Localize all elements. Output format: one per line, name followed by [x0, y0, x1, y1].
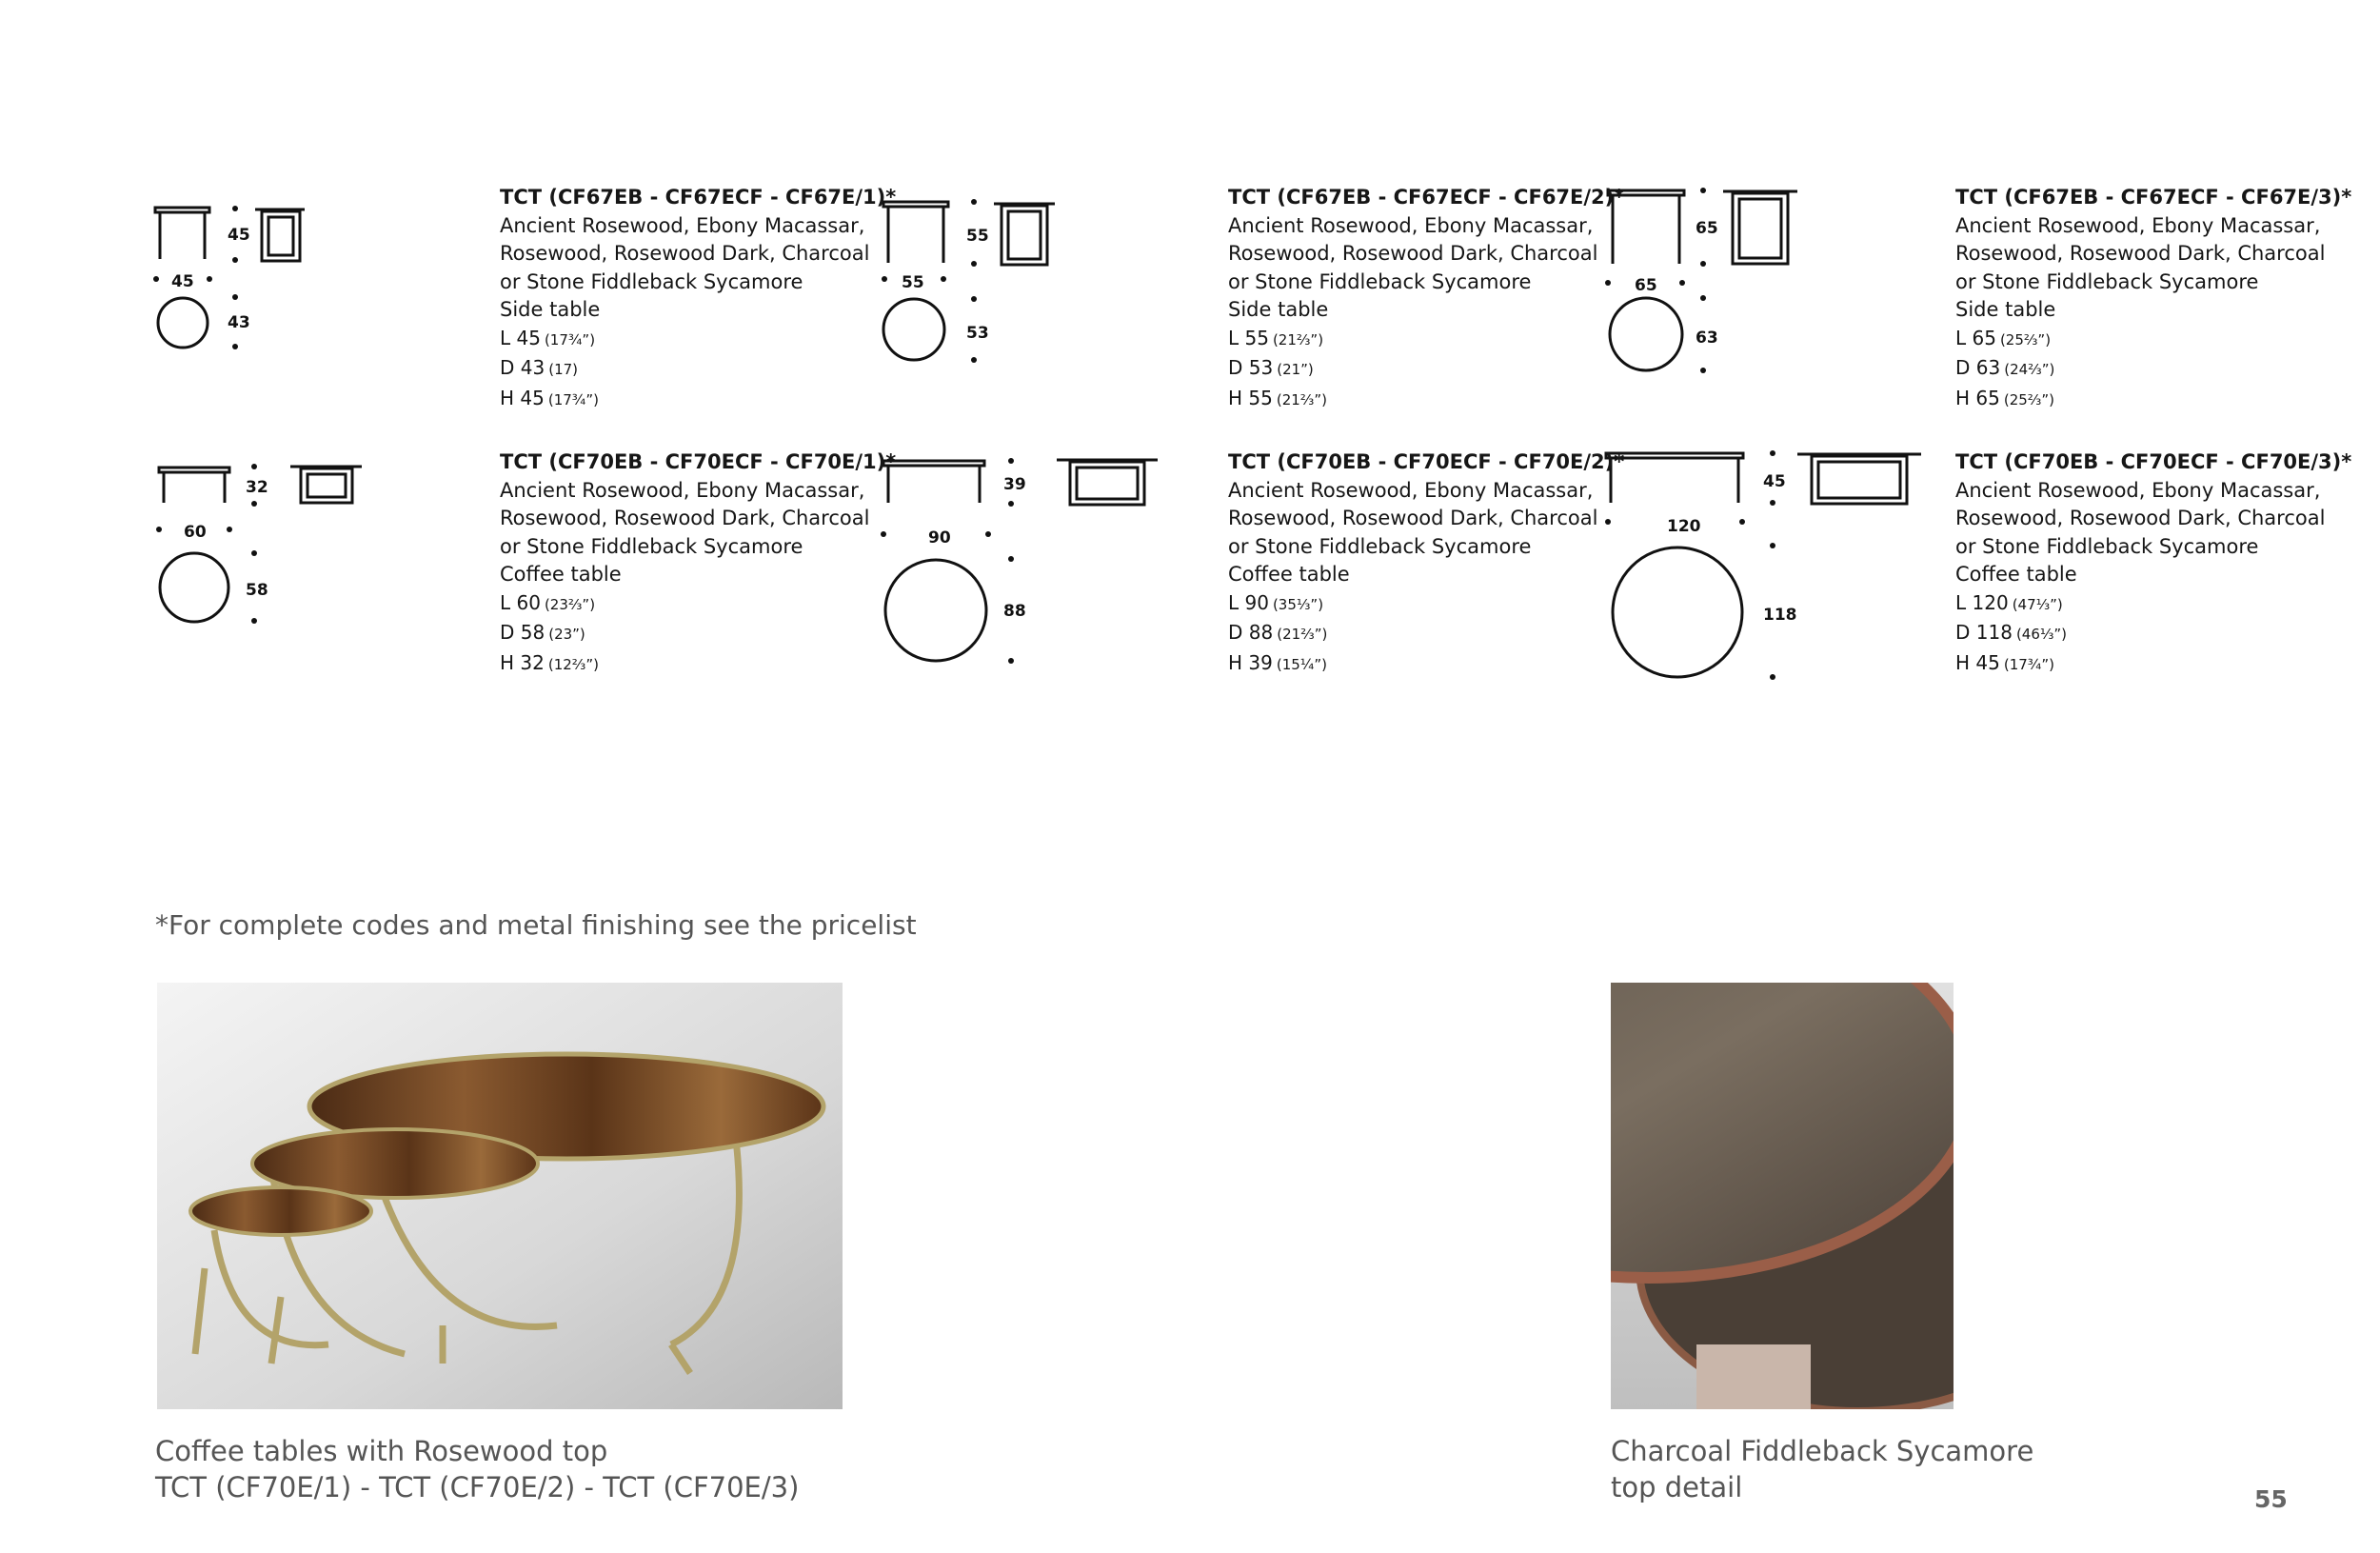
- coffee-table-2-front-view: [883, 461, 984, 503]
- dim-depth-5: 88: [1003, 602, 1026, 621]
- side-table-3-side-view: [1723, 191, 1797, 264]
- side-table-2-side-view: [994, 204, 1055, 265]
- dimension-length: L 45 (17¾”): [500, 326, 596, 349]
- side-table-1-top-view: [158, 298, 208, 348]
- coffee-table-1-side-view: [290, 467, 362, 503]
- dimension-length: L 120 (47⅓”): [1955, 590, 2063, 614]
- side-table-1-side-view: [255, 209, 305, 261]
- material-line: Ancient Rosewood, Ebony Macassar,: [500, 213, 865, 237]
- material-line: Rosewood, Rosewood Dark, Charcoal: [1228, 242, 1598, 265]
- dim-depth-4: 58: [246, 581, 268, 600]
- material-line: or Stone Fiddleback Sycamore: [500, 534, 803, 558]
- pricelist-note: *For complete codes and metal finishing see the pricelist: [155, 909, 917, 941]
- dim-width-6: 120: [1667, 517, 1701, 536]
- material-line: or Stone Fiddleback Sycamore: [1228, 534, 1532, 558]
- dimension-height: H 55 (21⅔”): [1228, 386, 1327, 409]
- dim-height-5: 39: [1003, 475, 1026, 494]
- product-code: TCT (CF67EB - CF67ECF - CF67E/1)*: [500, 186, 897, 209]
- material-line: or Stone Fiddleback Sycamore: [500, 269, 803, 293]
- dim-depth-3: 63: [1696, 329, 1718, 348]
- dimension-height: H 45 (17¾”): [500, 386, 599, 409]
- dimension-length: L 55 (21⅔”): [1228, 326, 1324, 349]
- side-table-2-top-view: [883, 299, 944, 360]
- dim-height-4: 32: [246, 478, 268, 497]
- dimension-length: L 90 (35⅓”): [1228, 590, 1324, 614]
- side-table-1-front-view: [155, 208, 209, 259]
- dimension-depth: D 58 (23”): [500, 621, 585, 644]
- side-table-3-top-view: [1610, 298, 1682, 370]
- coffee-table-3-top-view: [1613, 548, 1742, 677]
- material-line: Ancient Rosewood, Ebony Macassar,: [1955, 213, 2321, 237]
- product-type: Coffee table: [1228, 563, 1350, 586]
- material-line: Rosewood, Rosewood Dark, Charcoal: [500, 242, 870, 265]
- material-line: Rosewood, Rosewood Dark, Charcoal: [500, 507, 870, 529]
- product-code: TCT (CF70EB - CF70ECF - CF70E/3)*: [1955, 450, 2352, 473]
- dim-height-2: 55: [966, 227, 989, 246]
- page-number: 55: [2254, 1485, 2288, 1513]
- dimension-length: L 65 (25⅔”): [1955, 326, 2052, 349]
- dim-depth-2: 53: [966, 324, 989, 343]
- dimension-height: H 39 (15¼”): [1228, 650, 1327, 674]
- product-code: TCT (CF70EB - CF70ECF - CF70E/2)*: [1228, 450, 1625, 473]
- dim-height-1: 45: [228, 226, 250, 245]
- product-code: TCT (CF67EB - CF67ECF - CF67E/2)*: [1228, 186, 1625, 209]
- coffee-table-3-side-view: [1797, 454, 1921, 504]
- coffee-table-1-front-view: [159, 468, 229, 503]
- dim-depth-1: 43: [228, 313, 250, 332]
- product-code: TCT (CF70EB - CF70ECF - CF70E/1)*: [500, 450, 897, 473]
- product-type: Coffee table: [500, 563, 622, 586]
- material-line: Ancient Rosewood, Ebony Macassar,: [1228, 213, 1594, 237]
- dimension-height: H 65 (25⅔”): [1955, 386, 2054, 409]
- dimension-length: L 60 (23⅔”): [500, 590, 596, 614]
- dim-width-3: 65: [1635, 276, 1657, 295]
- charcoal-top-detail-photo: [1611, 983, 1954, 1409]
- material-line: Ancient Rosewood, Ebony Macassar,: [1955, 478, 2321, 502]
- material-line: or Stone Fiddleback Sycamore: [1955, 534, 2259, 558]
- product-type: Side table: [1955, 298, 2056, 321]
- spec-block-4: [500, 448, 897, 679]
- coffee-tables-caption: Coffee tables with Rosewood top TCT (CF70E/1) - TCT (CF70E/2) - TCT (CF70E/3): [155, 1435, 800, 1503]
- material-line: or Stone Fiddleback Sycamore: [1228, 269, 1532, 293]
- dim-height-6: 45: [1763, 472, 1786, 491]
- product-type: Coffee table: [1955, 563, 2077, 586]
- product-type: Side table: [500, 298, 601, 321]
- dimension-depth: D 88 (21⅔”): [1228, 621, 1328, 644]
- dimension-height: H 32 (12⅔”): [500, 650, 599, 674]
- material-line: Rosewood, Rosewood Dark, Charcoal: [1955, 507, 2326, 529]
- coffee-table-3-front-view: [1606, 453, 1743, 503]
- product-code: TCT (CF67EB - CF67ECF - CF67E/3)*: [1955, 186, 2352, 209]
- dim-width-1: 45: [171, 272, 194, 291]
- coffee-table-2-side-view: [1057, 460, 1158, 505]
- material-line: or Stone Fiddleback Sycamore: [1955, 269, 2259, 293]
- dim-depth-6: 118: [1763, 606, 1797, 625]
- side-table-2-front-view: [883, 202, 948, 263]
- coffee-table-2-top-view: [885, 560, 986, 661]
- dimension-depth: D 53 (21”): [1228, 356, 1314, 379]
- material-line: Rosewood, Rosewood Dark, Charcoal: [1228, 507, 1598, 529]
- dim-width-4: 60: [184, 523, 207, 542]
- spec-block-1: [500, 184, 897, 414]
- material-line: Rosewood, Rosewood Dark, Charcoal: [1955, 242, 2326, 265]
- dim-height-3: 65: [1696, 219, 1718, 238]
- material-line: Ancient Rosewood, Ebony Macassar,: [500, 478, 865, 502]
- material-line: Ancient Rosewood, Ebony Macassar,: [1228, 478, 1594, 502]
- dim-width-5: 90: [928, 528, 951, 548]
- spec-block-6: [1955, 448, 2352, 679]
- charcoal-detail-caption: Charcoal Fiddleback Sycamore top detail: [1611, 1435, 2034, 1503]
- dimension-depth: D 63 (24⅔”): [1955, 356, 2055, 379]
- spec-block-3: [1955, 184, 2352, 414]
- spec-block-5: [1228, 448, 1625, 679]
- dim-width-2: 55: [902, 273, 924, 292]
- product-type: Side table: [1228, 298, 1329, 321]
- dimension-height: H 45 (17¾”): [1955, 650, 2054, 674]
- coffee-table-1-top-view: [160, 553, 228, 622]
- dimension-depth: D 43 (17): [500, 356, 579, 379]
- coffee-tables-photo: [157, 983, 843, 1409]
- dimension-depth: D 118 (46⅓”): [1955, 621, 2068, 644]
- spec-block-2: [1228, 184, 1625, 414]
